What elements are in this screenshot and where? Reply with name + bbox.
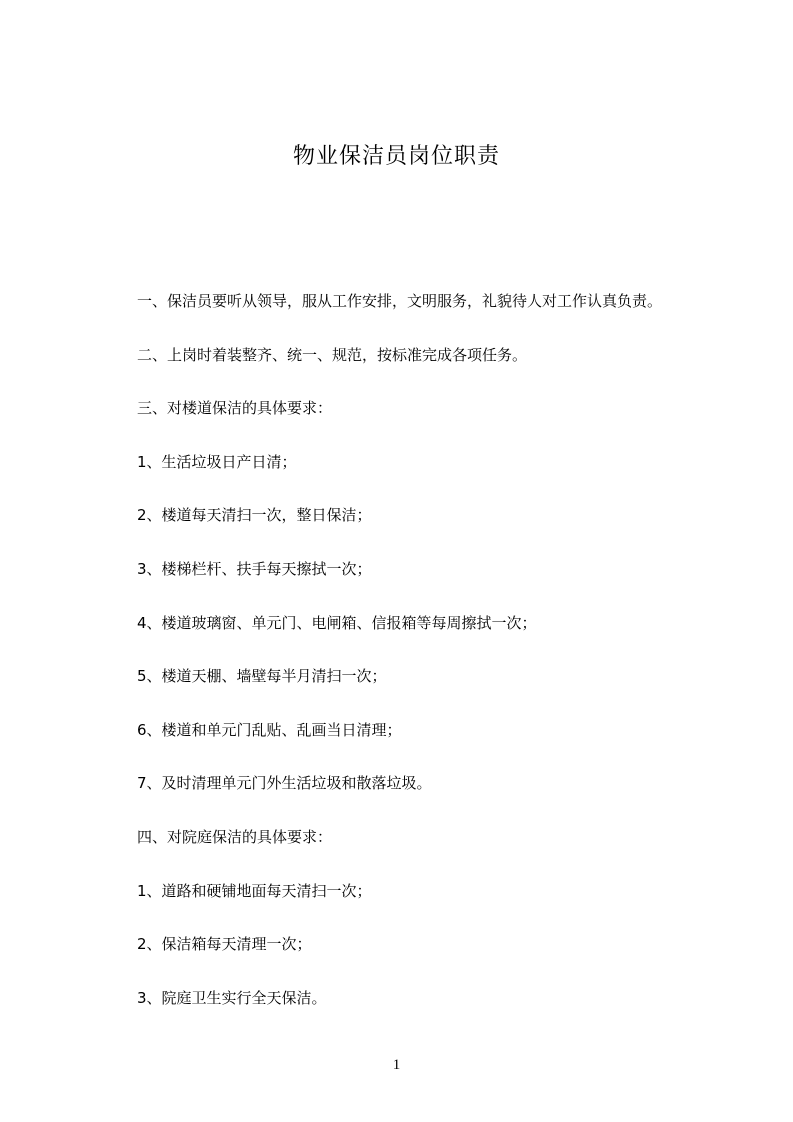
document-title: 物业保洁员岗位职责 [292, 144, 500, 169]
paragraph-2: 二、上岗时着装整齐、统一、规范，按标准完成各项任务。 [137, 345, 528, 364]
list-item: 3、院庭卫生实行全天保洁。 [137, 988, 327, 1007]
list-item: 6、楼道和单元门乱贴、乱画当日清理； [137, 720, 402, 739]
list-item: 4、楼道玻璃窗、单元门、电闸箱、信报箱等每周擦拭一次； [137, 613, 537, 632]
list-item: 1、道路和硬铺地面每天清扫一次； [137, 881, 372, 900]
page-number: 1 [392, 1057, 401, 1073]
paragraph-1: 一、保洁员要听从领导，服从工作安排，文明服务，礼貌待人对工作认真负责。 [137, 292, 663, 310]
list-item: 2、保洁箱每天清理一次； [137, 935, 312, 954]
document-body [137, 288, 737, 1038]
paragraph-4-heading: 四、对院庭保洁的具体要求： [137, 827, 333, 846]
list-item: 1、生活垃圾日产日清； [137, 452, 297, 471]
list-item: 3、楼梯栏杆、扶手每天擦拭一次； [137, 559, 372, 578]
list-item: 5、楼道天棚、墙壁每半月清扫一次； [137, 667, 387, 686]
list-item: 7、及时清理单元门外生活垃圾和散落垃圾。 [137, 774, 432, 793]
list-item: 2、楼道每天清扫一次，整日保洁； [137, 506, 372, 525]
paragraph-3-heading: 三、对楼道保洁的具体要求： [137, 399, 333, 418]
